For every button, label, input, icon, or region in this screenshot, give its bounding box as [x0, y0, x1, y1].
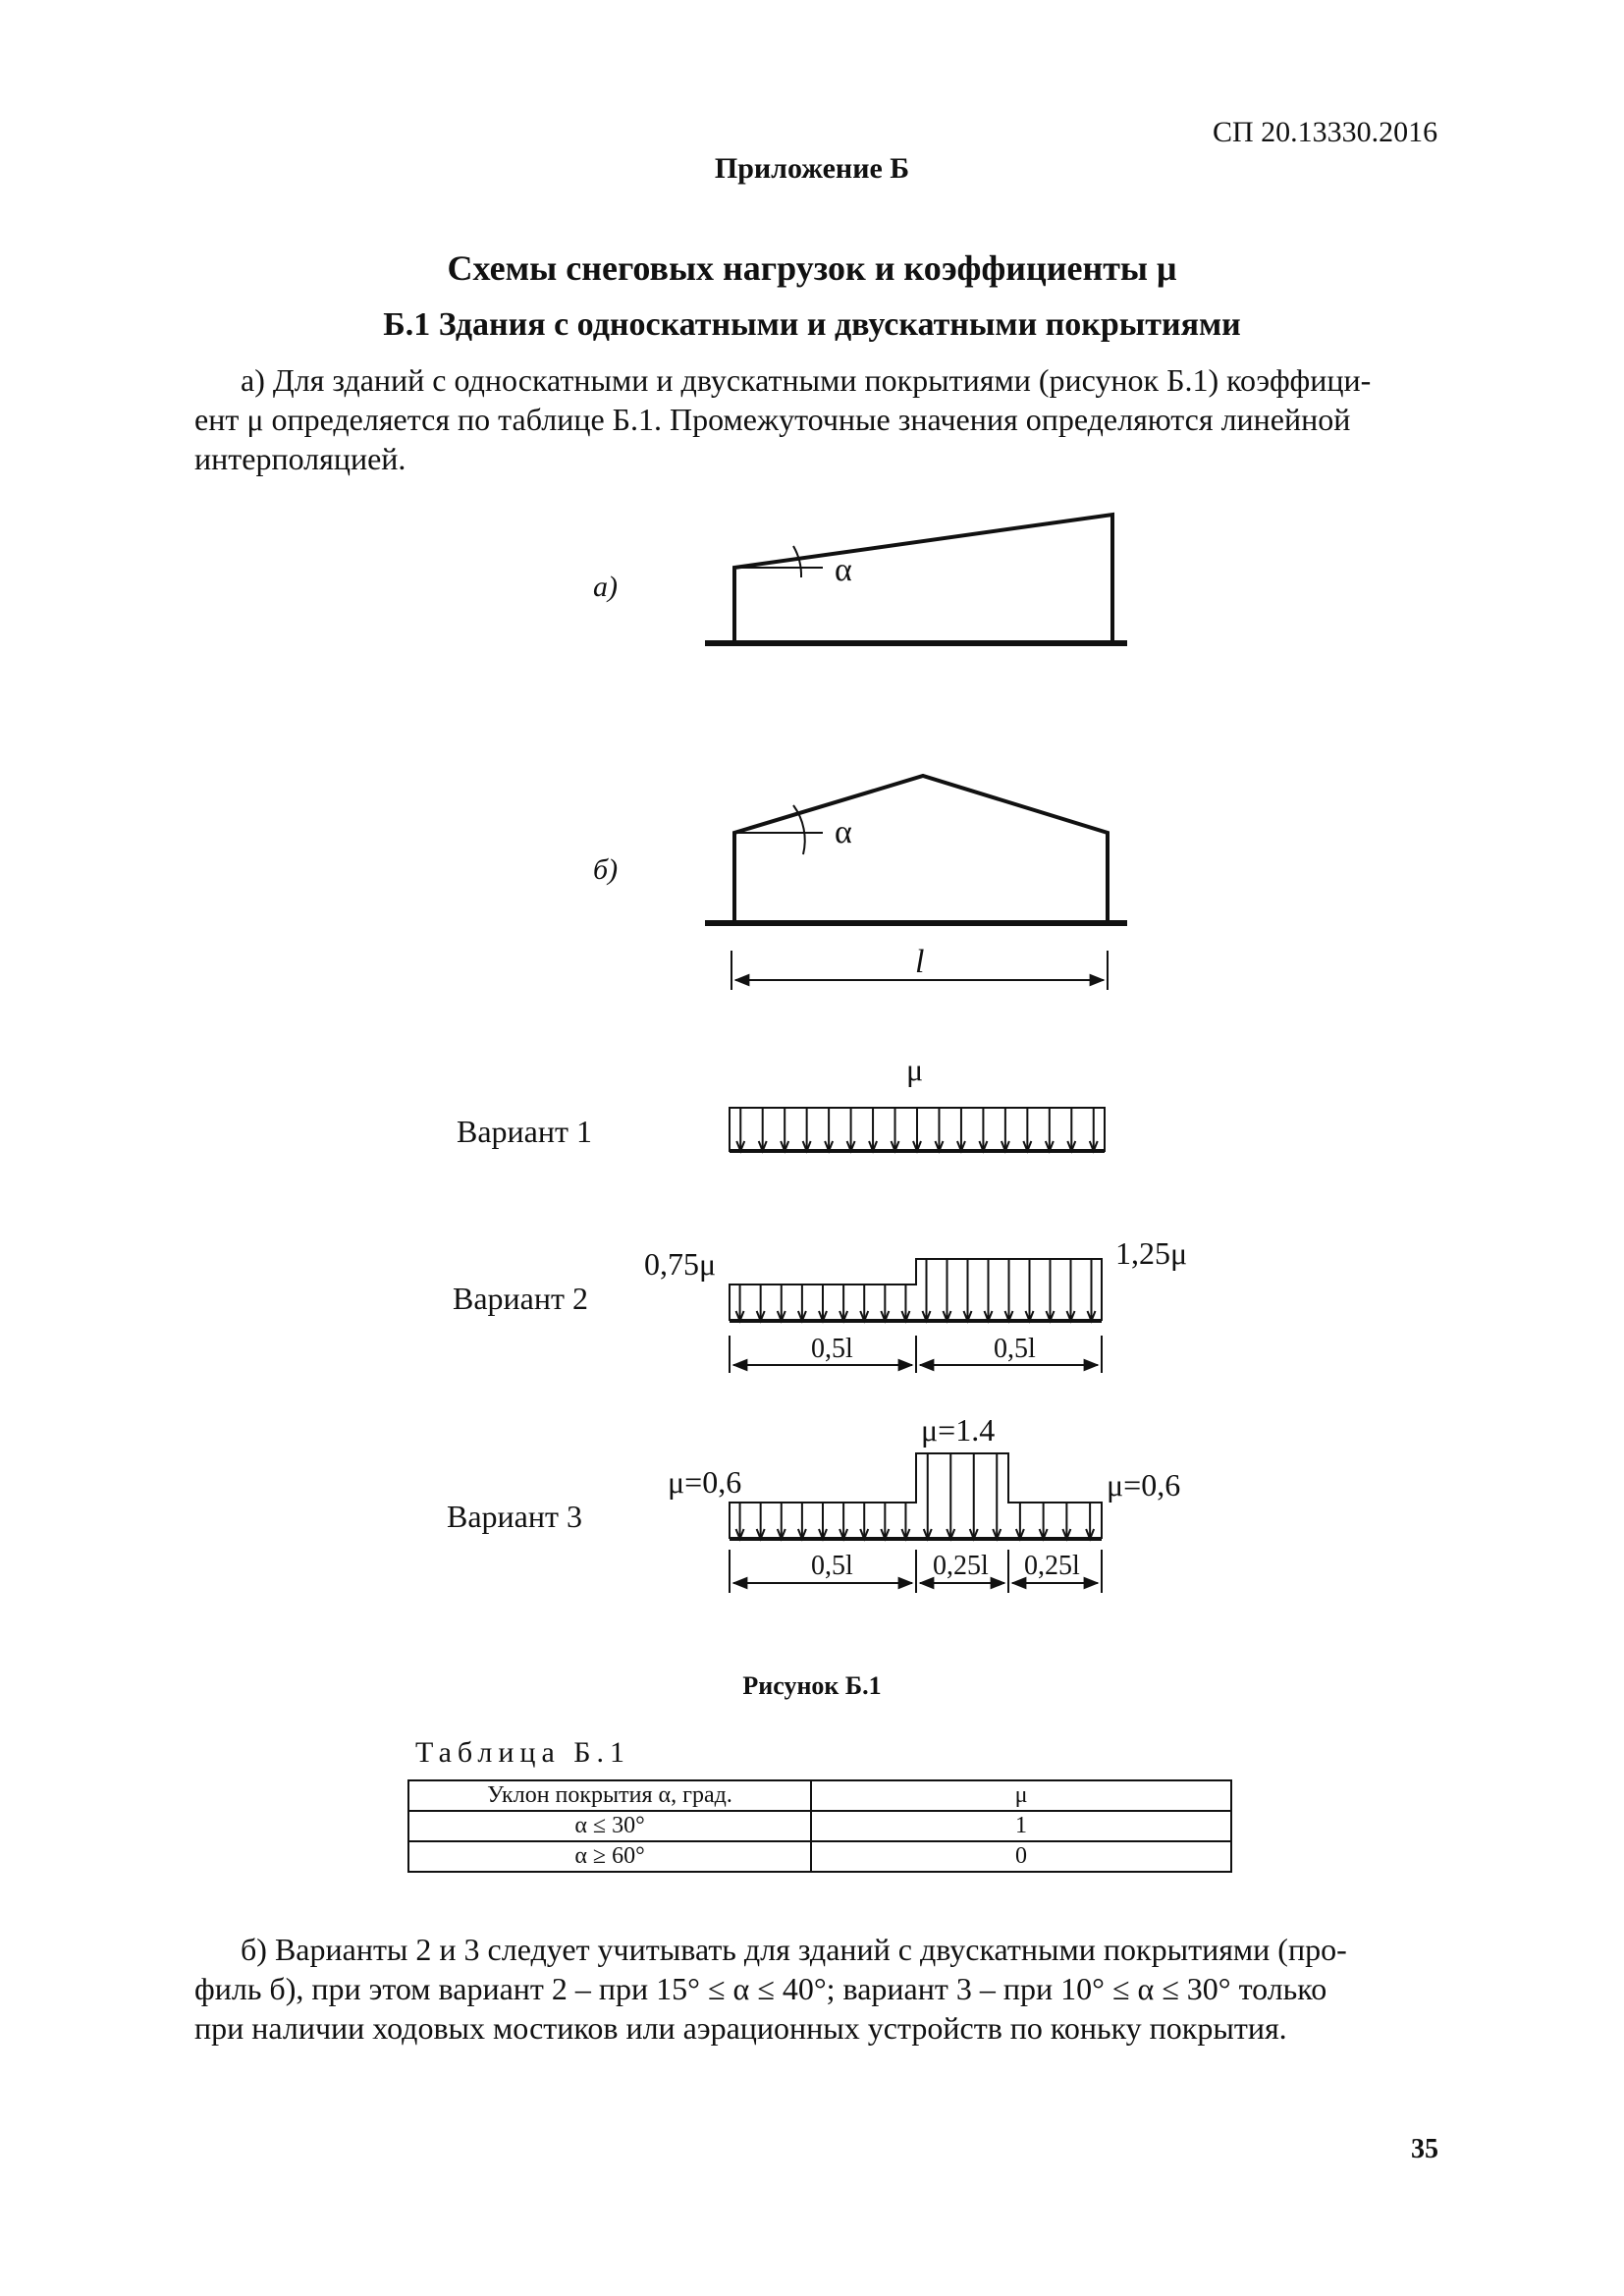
- page-number: 35: [1411, 2134, 1438, 2164]
- table-row: [408, 1841, 1231, 1872]
- section-title: Б.1 Здания с односкатными и двускатными покрытиями: [383, 306, 1241, 343]
- variant2-load-diagram: [730, 1259, 1102, 1373]
- appendix-title: Приложение Б: [714, 152, 910, 185]
- variant3-label: Вариант 3: [447, 1499, 582, 1534]
- variant2-right-value: 1,25μ: [1115, 1235, 1188, 1271]
- figure-b1: [0, 491, 1624, 1669]
- variant1-label: Вариант 1: [457, 1114, 592, 1149]
- table-header-row: [408, 1780, 1231, 1811]
- profile-b-label: б): [593, 853, 619, 886]
- profile-a-diagram: [705, 515, 1127, 643]
- profile-a-angle-label: α: [835, 552, 852, 588]
- variant2-label: Вариант 2: [453, 1281, 588, 1316]
- variant3-dim2: 0,25l: [933, 1551, 989, 1581]
- table-cell: 1: [811, 1811, 1231, 1841]
- table-cell: α ≤ 30°: [408, 1811, 811, 1841]
- variant3-left-value: μ=0,6: [668, 1464, 742, 1500]
- paragraph-a-line2: ент μ определяется по таблице Б.1. Промежуточные значения определяются линейной: [194, 402, 1351, 437]
- table-title: Таблица Б.1: [415, 1736, 631, 1769]
- table-cell: α ≥ 60°: [408, 1841, 811, 1872]
- profile-a-label: а): [593, 571, 618, 603]
- variant3-dim3: 0,25l: [1024, 1551, 1080, 1581]
- variant1-load-diagram: [730, 1108, 1105, 1151]
- variant1-mu-label: μ: [906, 1052, 924, 1087]
- paragraph-b-line2: филь б), при этом вариант 2 – при 15° ≤ α ≤ 40°; вариант 3 – при 10° ≤ α ≤ 30° только: [194, 1971, 1327, 2006]
- table-header-mu: μ: [811, 1780, 1231, 1811]
- variant2-left-value: 0,75μ: [644, 1246, 717, 1282]
- paragraph-b-line3: при наличии ходовых мостиков или аэрационных устройств по коньку покрытия.: [194, 2010, 1287, 2046]
- variant3-middle-value: μ=1.4: [921, 1412, 996, 1448]
- span-label: l: [915, 944, 925, 980]
- main-title: Схемы снеговых нагрузок и коэффициенты μ: [447, 248, 1177, 288]
- table-row: [408, 1811, 1231, 1841]
- paragraph-b-line1: б) Варианты 2 и 3 следует учитывать для зданий с двускатными покрытиями (про-: [241, 1932, 1347, 1967]
- profile-b-angle-label: α: [835, 814, 852, 850]
- variant2-dim-left: 0,5l: [811, 1334, 853, 1364]
- paragraph-b: [194, 1930, 1456, 2048]
- document-code: СП 20.13330.2016: [1213, 116, 1438, 148]
- variant3-right-value: μ=0,6: [1107, 1467, 1181, 1503]
- paragraph-a: [194, 360, 1456, 478]
- variant3-dim1: 0,5l: [811, 1551, 853, 1581]
- paragraph-a-line1: а) Для зданий с односкатными и двускатными покрытиями (рисунок Б.1) коэффици-: [241, 362, 1372, 398]
- table-header-slope: Уклон покрытия α, град.: [408, 1780, 811, 1811]
- variant2-dim-right: 0,5l: [994, 1334, 1036, 1364]
- paragraph-a-line3: интерполяцией.: [194, 441, 406, 476]
- table-b1: [407, 1779, 1232, 1873]
- table-cell: 0: [811, 1841, 1231, 1872]
- figure-caption: Рисунок Б.1: [742, 1671, 882, 1700]
